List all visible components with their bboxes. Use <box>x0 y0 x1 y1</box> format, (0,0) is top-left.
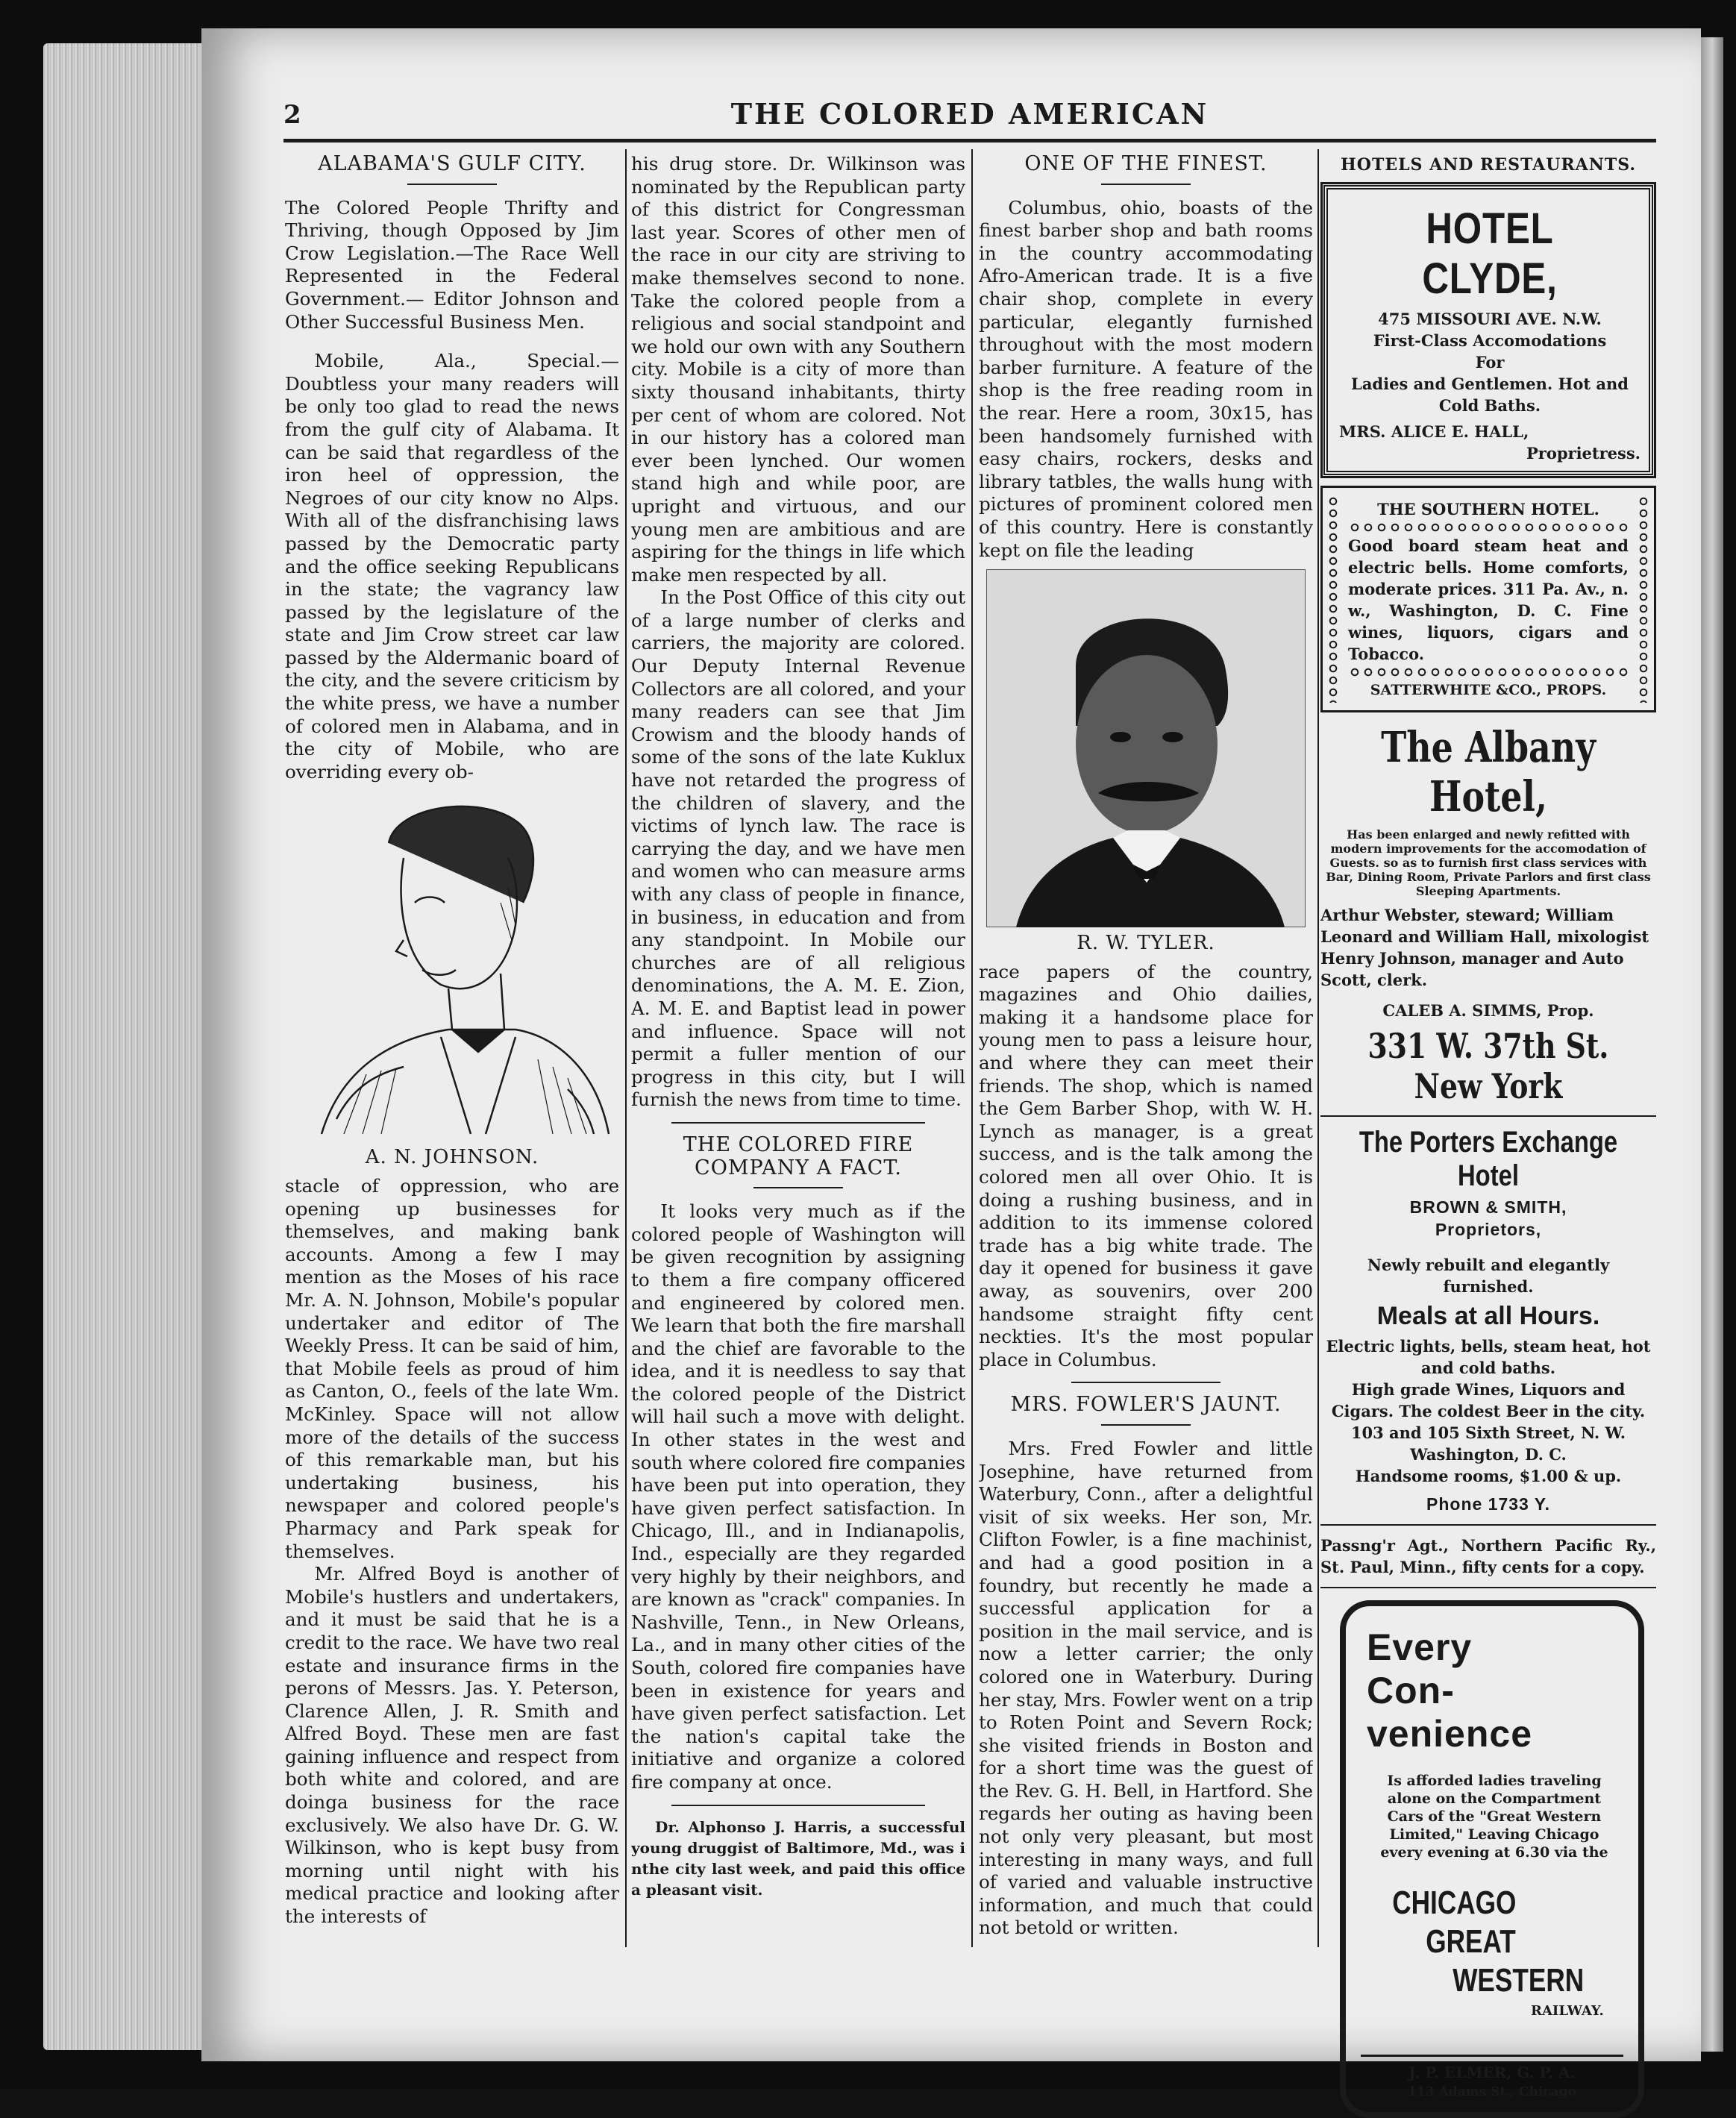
albany-hotel-staff: Arthur Webster, steward; William Leonard and William Hall, mixologist Henry Johnson, manager and Auto Scott, clerk. <box>1320 906 1649 989</box>
harris-note: Dr. Alphonso J. Harris, a successful young druggist of Baltimore, Md., was i nthe city last week, and paid this office a pleasant visit. <box>631 1817 965 1899</box>
column-3 <box>979 153 1313 1943</box>
porters-hotel-amenities: Electric lights, bells, steam heat, hot and cold baths. <box>1326 1337 1651 1377</box>
ad-divider <box>1320 1524 1656 1526</box>
masthead-rule <box>283 139 1656 142</box>
paper-title: THE COLORED AMERICAN <box>730 97 1209 131</box>
hotel-clyde-proprietor: MRS. ALICE E. HALL, <box>1339 422 1529 441</box>
porters-hotel-meals: Meals at all Hours. <box>1376 1302 1600 1330</box>
alabama-paragraph-5: In the Post Office of this city out of a large number of clerks and carriers, the majority are colored. Our Deputy Internal Revenue Collectors are all colored, and your many readers can see that Jim Crowism and the bloody hands of some of the sons of the late Kuklux have not retarded the progress of the children of slavery, and the victims of lynch law. The race is carrying the day, and we have men and women who can measure arms with any class of people in finance, in business, in education and from any standpoint. In Mobile our churches are of all religious denominations, the A. M. E. Zion, A. M. E. and Baptist lead in power and influence. Space will not permit a fuller mention of our progress in this city, but I will furnish the news from time to time. <box>631 586 965 1111</box>
ad-chicago-great-western <box>1340 1600 1644 2118</box>
headline-rule <box>407 184 497 185</box>
agent-address: 113 Adams St., Chicago <box>1408 2084 1576 2099</box>
ads-section-title: HOTELS AND RESTAURANTS. <box>1341 155 1636 175</box>
every-convenience-line-3: venience <box>1367 1713 1533 1755</box>
hotel-clyde-line-1: First-Class Accomodations <box>1373 331 1607 350</box>
page-number: 2 <box>283 100 301 130</box>
dot-border-right <box>1639 495 1648 703</box>
column-rule-3 <box>1317 149 1319 1947</box>
finest-paragraph-1: Columbus, ohio, boasts of the finest barber shop and bath rooms in the country accommodating Afro-American trade. It is a five chair shop, complete in every particular, elegantly furnished throughout with the most modern barber furniture. A feature of the shop is the free reading room in the rear. Here a room, 30x15, has been handsomely furnished with easy chairs, rockers, desks and library tatbles, the walls hung with pictures of prominent colored men of this country. Here is constantly kept on file the leading <box>979 196 1313 561</box>
photo-portrait-tyler <box>986 569 1306 927</box>
masthead <box>283 97 1656 134</box>
great-western-body: Is afforded ladies traveling alone on the Compartment Cars of the "Great Western Limited," Leaving Chicago every evening at 6.30 via the <box>1380 1773 1608 1861</box>
deck-alabama: The Colored People Thrifty and Thriving, though Opposed by Jim Crow Legislation.—The Race Well Represented in the Federal Government.— Editor Johnson and Other Successful Business Men. <box>285 196 619 333</box>
column-1 <box>285 153 619 1943</box>
ad-hotel-clyde <box>1320 182 1656 478</box>
porters-hotel-name: The Porters Exchange Hotel <box>1359 1126 1618 1192</box>
albany-hotel-description: Has been enlarged and newly refitted with modern improvements for the accomodation of Guests. so as to furnish first class services with Bar, Dining Room, Private Parlors and first class Sleeping Apartments. <box>1326 827 1651 898</box>
albany-hotel-address: 331 W. 37th St. New York <box>1367 1026 1609 1106</box>
headline-rule <box>1101 1424 1191 1426</box>
dot-border-top <box>1348 523 1629 532</box>
porters-hotel-rebuilt: Newly rebuilt and elegantly furnished. <box>1367 1256 1610 1296</box>
column-rule-1 <box>625 149 627 1947</box>
hotel-clyde-name: HOTEL CLYDE, <box>1422 204 1558 303</box>
ad-divider <box>1320 1115 1656 1117</box>
fowler-paragraph-1: Mrs. Fred Fowler and little Josephine, have returned from Waterbury, Conn., after a delightful visit of six weeks. Her son, Mr. Clifton Fowler, is a fine machinist, and had a good position in a foundry, but recently he made a successful application for a position in the mail service, and is now a letter carrier; the only colored one in Waterbury. During her stay, Mrs. Fowler went on a trip to Roten Point and Severn Rock; she visited friends in Boston and for a short time was the guest of the Rev. G. H. Bell, in Hartford. She regards her outing as having been not only very pleasant, but most interesting in many ways, and full of varied and valuable instructive information, and much that could not betold or written. <box>979 1437 1313 1939</box>
porters-hotel-rooms: Handsome rooms, $1.00 & up. <box>1355 1467 1622 1485</box>
caption-tyler: R. W. TYLER. <box>1077 932 1215 955</box>
headline-finest: ONE OF THE FINEST. <box>1024 153 1267 175</box>
alabama-paragraph-4: his drug store. Dr. Wilkinson was nominated by the Republican party of this district for Congressman last year. Scores of other men of the race in our city are striving to make themselves second to none. Take the colored people from a religious and social standpoint and we hold our own with any Southern city. Mobile is a city of more than sixty thousand inhabitants, thirty per cent of whom are colored. Not in our history has a colored man ever been lynched. Our women stand high and while poor, are upright and virtuous, and our young men are ambitious and are aspiring for the things in life which make men respected by all. <box>631 153 965 586</box>
ad-southern-hotel <box>1320 486 1656 712</box>
northern-pacific-notice: Passng'r Agt., Northern Pacific Ry., St. Paul, Minn., fifty cents for a copy. <box>1320 1536 1656 1576</box>
hotel-clyde-line-3: Ladies and Gentlemen. Hot and Cold Baths. <box>1351 375 1629 415</box>
southern-hotel-name: THE SOUTHERN HOTEL. <box>1377 500 1599 518</box>
brand-chicago: CHICAGO <box>1392 1884 1517 1921</box>
great-western-agent <box>1361 2055 1623 2102</box>
porters-hotel-phone: Phone 1733 Y. <box>1426 1494 1550 1514</box>
alabama-paragraph-3: Mr. Alfred Boyd is another of Mobile's hustlers and undertakers, and it must be said that he is a credit to the race. We have two real estate and insurance firms in the perons of Messrs. Jas. Y. Peterson, Clarence Allen, J. R. Smith and Alfred Boyd. These men are fast gaining influence and respect from both white and colored, and are doinga business for the race exclusively. We also have Dr. G. W. Wilkinson, who is kept busy from morning until night with his medical practice and looking after the interests of <box>285 1563 619 1928</box>
section-rule <box>671 1805 925 1806</box>
fire-paragraph-1: It looks very much as if the colored people of Washington will be given recognition by assigning to them a fire company officered and engineered by colored men. We learn that both the fire marshall and the chief are favorable to the idea, and it is needless to say that the colored people of the District will hail such a move with delight. In other states in the west and south where colored fire companies have been put into operation, they have given perfect satisfaction. In Chicago, Ill., and in Indianapolis, Ind., especially are they regarded very highly by their neighbors, and are known as "crack" companies. In Nashville, Tenn., in New Orleans, La., and in many other cities of the South, colored fire companies have been in existence for years and have given perfect satisfaction. Let the nation's capital take the initiative and organize a colored fire company at once. <box>631 1200 965 1793</box>
albany-hotel-name: The Albany Hotel, <box>1381 723 1596 821</box>
finest-paragraph-2: race papers of the country, magazines and Ohio dailies, making it a handsome place for young men to pass a leisure hour, and where they can meet their friends. The shop, which is named the Gem Barber Shop, with W. H. Lynch as manager, is a great success, and is the talk among the colored men all over Ohio. It is doing a rushing business, and in addition to its immense colored trade has a big white trade. The day it opened for business it gave away, as souvenirs, over 200 handsome straight fifty cent neckties. It's the most popular place in Columbus. <box>979 960 1313 1370</box>
column-2 <box>631 153 965 1943</box>
portrait-illustration-johnson <box>292 791 612 1141</box>
brand-great: GREAT <box>1426 1923 1516 1960</box>
hotel-clyde-address: 475 MISSOURI AVE. N.W. <box>1378 310 1602 328</box>
every-convenience-line-1: Every <box>1367 1626 1473 1668</box>
every-convenience-line-2: Con- <box>1367 1670 1455 1711</box>
hotel-clyde-line-2: For <box>1475 353 1505 372</box>
alabama-paragraph-2: stacle of oppression, who are opening up businesses for themselves, and making bank accounts. Among a few I may mention as the Moses of his race Mr. A. N. Johnson, Mobile's popular undertaker and editor of The Weekly Press. It can be said of him, that Mobile feels as proud of him as Canton, O., feels of the late Wm. McKinley. Space will not allow more of the details of the success of this remarkable man, but his undertaking business, his newspaper and colored people's Pharmacy and Park speak for themselves. <box>285 1175 619 1562</box>
section-rule <box>1071 1382 1220 1383</box>
southern-hotel-props: SATTERWHITE &CO., PROPS. <box>1370 682 1607 698</box>
porters-hotel-wines: High grade Wines, Liquors and Cigars. The coldest Beer in the city. <box>1331 1380 1646 1420</box>
headline-rule <box>753 1187 843 1188</box>
albany-hotel-prop: CALEB A. SIMMS, Prop. <box>1382 1001 1594 1020</box>
column-rule-2 <box>971 149 973 1947</box>
dot-border-bottom <box>1348 668 1629 677</box>
porters-hotel-address: 103 and 105 Sixth Street, N. W. Washington, D. C. <box>1350 1423 1626 1464</box>
porters-hotel-owners: BROWN & SMITH, <box>1409 1197 1567 1217</box>
headline-rule <box>1101 184 1191 185</box>
caption-johnson: A. N. JOHNSON. <box>365 1146 539 1169</box>
headline-alabama: ALABAMA'S GULF CITY. <box>318 153 586 175</box>
ad-porters-exchange-hotel <box>1320 1126 1656 1515</box>
southern-hotel-body: Good board steam heat and electric bells. Home comforts, moderate prices. 311 Pa. Av., n. w., Washington, D. C. Fine wines, liquors, cigars and Tobacco. <box>1348 536 1629 663</box>
binding-strip <box>1701 37 1723 2052</box>
agent-name: J. P. ELMER, G. P. A. <box>1408 2064 1576 2081</box>
ads-column <box>1320 149 1656 2118</box>
porters-hotel-owners-title: Proprietors, <box>1435 1220 1542 1239</box>
brand-railway: RAILWAY. <box>1531 2003 1604 2019</box>
headline-fowler: MRS. FOWLER'S JAUNT. <box>1010 1393 1282 1417</box>
section-rule <box>671 1122 925 1124</box>
brand-western: WESTERN <box>1453 1962 1585 1999</box>
page-edge-stack <box>43 43 215 2050</box>
hotel-clyde-proprietor-title: Proprietress. <box>1526 444 1641 463</box>
ad-divider <box>1320 1587 1656 1588</box>
alabama-paragraph-1: Mobile, Ala., Special.—Doubtless your many readers will be only too glad to read the news from the gulf city of Alabama. It can be said that regardless of the iron heel of oppression, the Negroes of our city know no Alps. With all of the disfranchising laws passed by the Democratic party and the office seeking Republicans in the state; the vagrancy law passed by the legislature of the state and Jim Crow street car law passed by the Aldermanic board of the city, and the severe criticism by the white press, we have a number of colored men in Alabama, and in the city of Mobile, who are overriding every ob- <box>285 350 619 783</box>
headline-fire-company: THE COLORED FIRE COMPANY A FACT. <box>683 1132 914 1179</box>
ad-albany-hotel <box>1320 723 1656 1106</box>
dot-border-left <box>1329 495 1338 703</box>
